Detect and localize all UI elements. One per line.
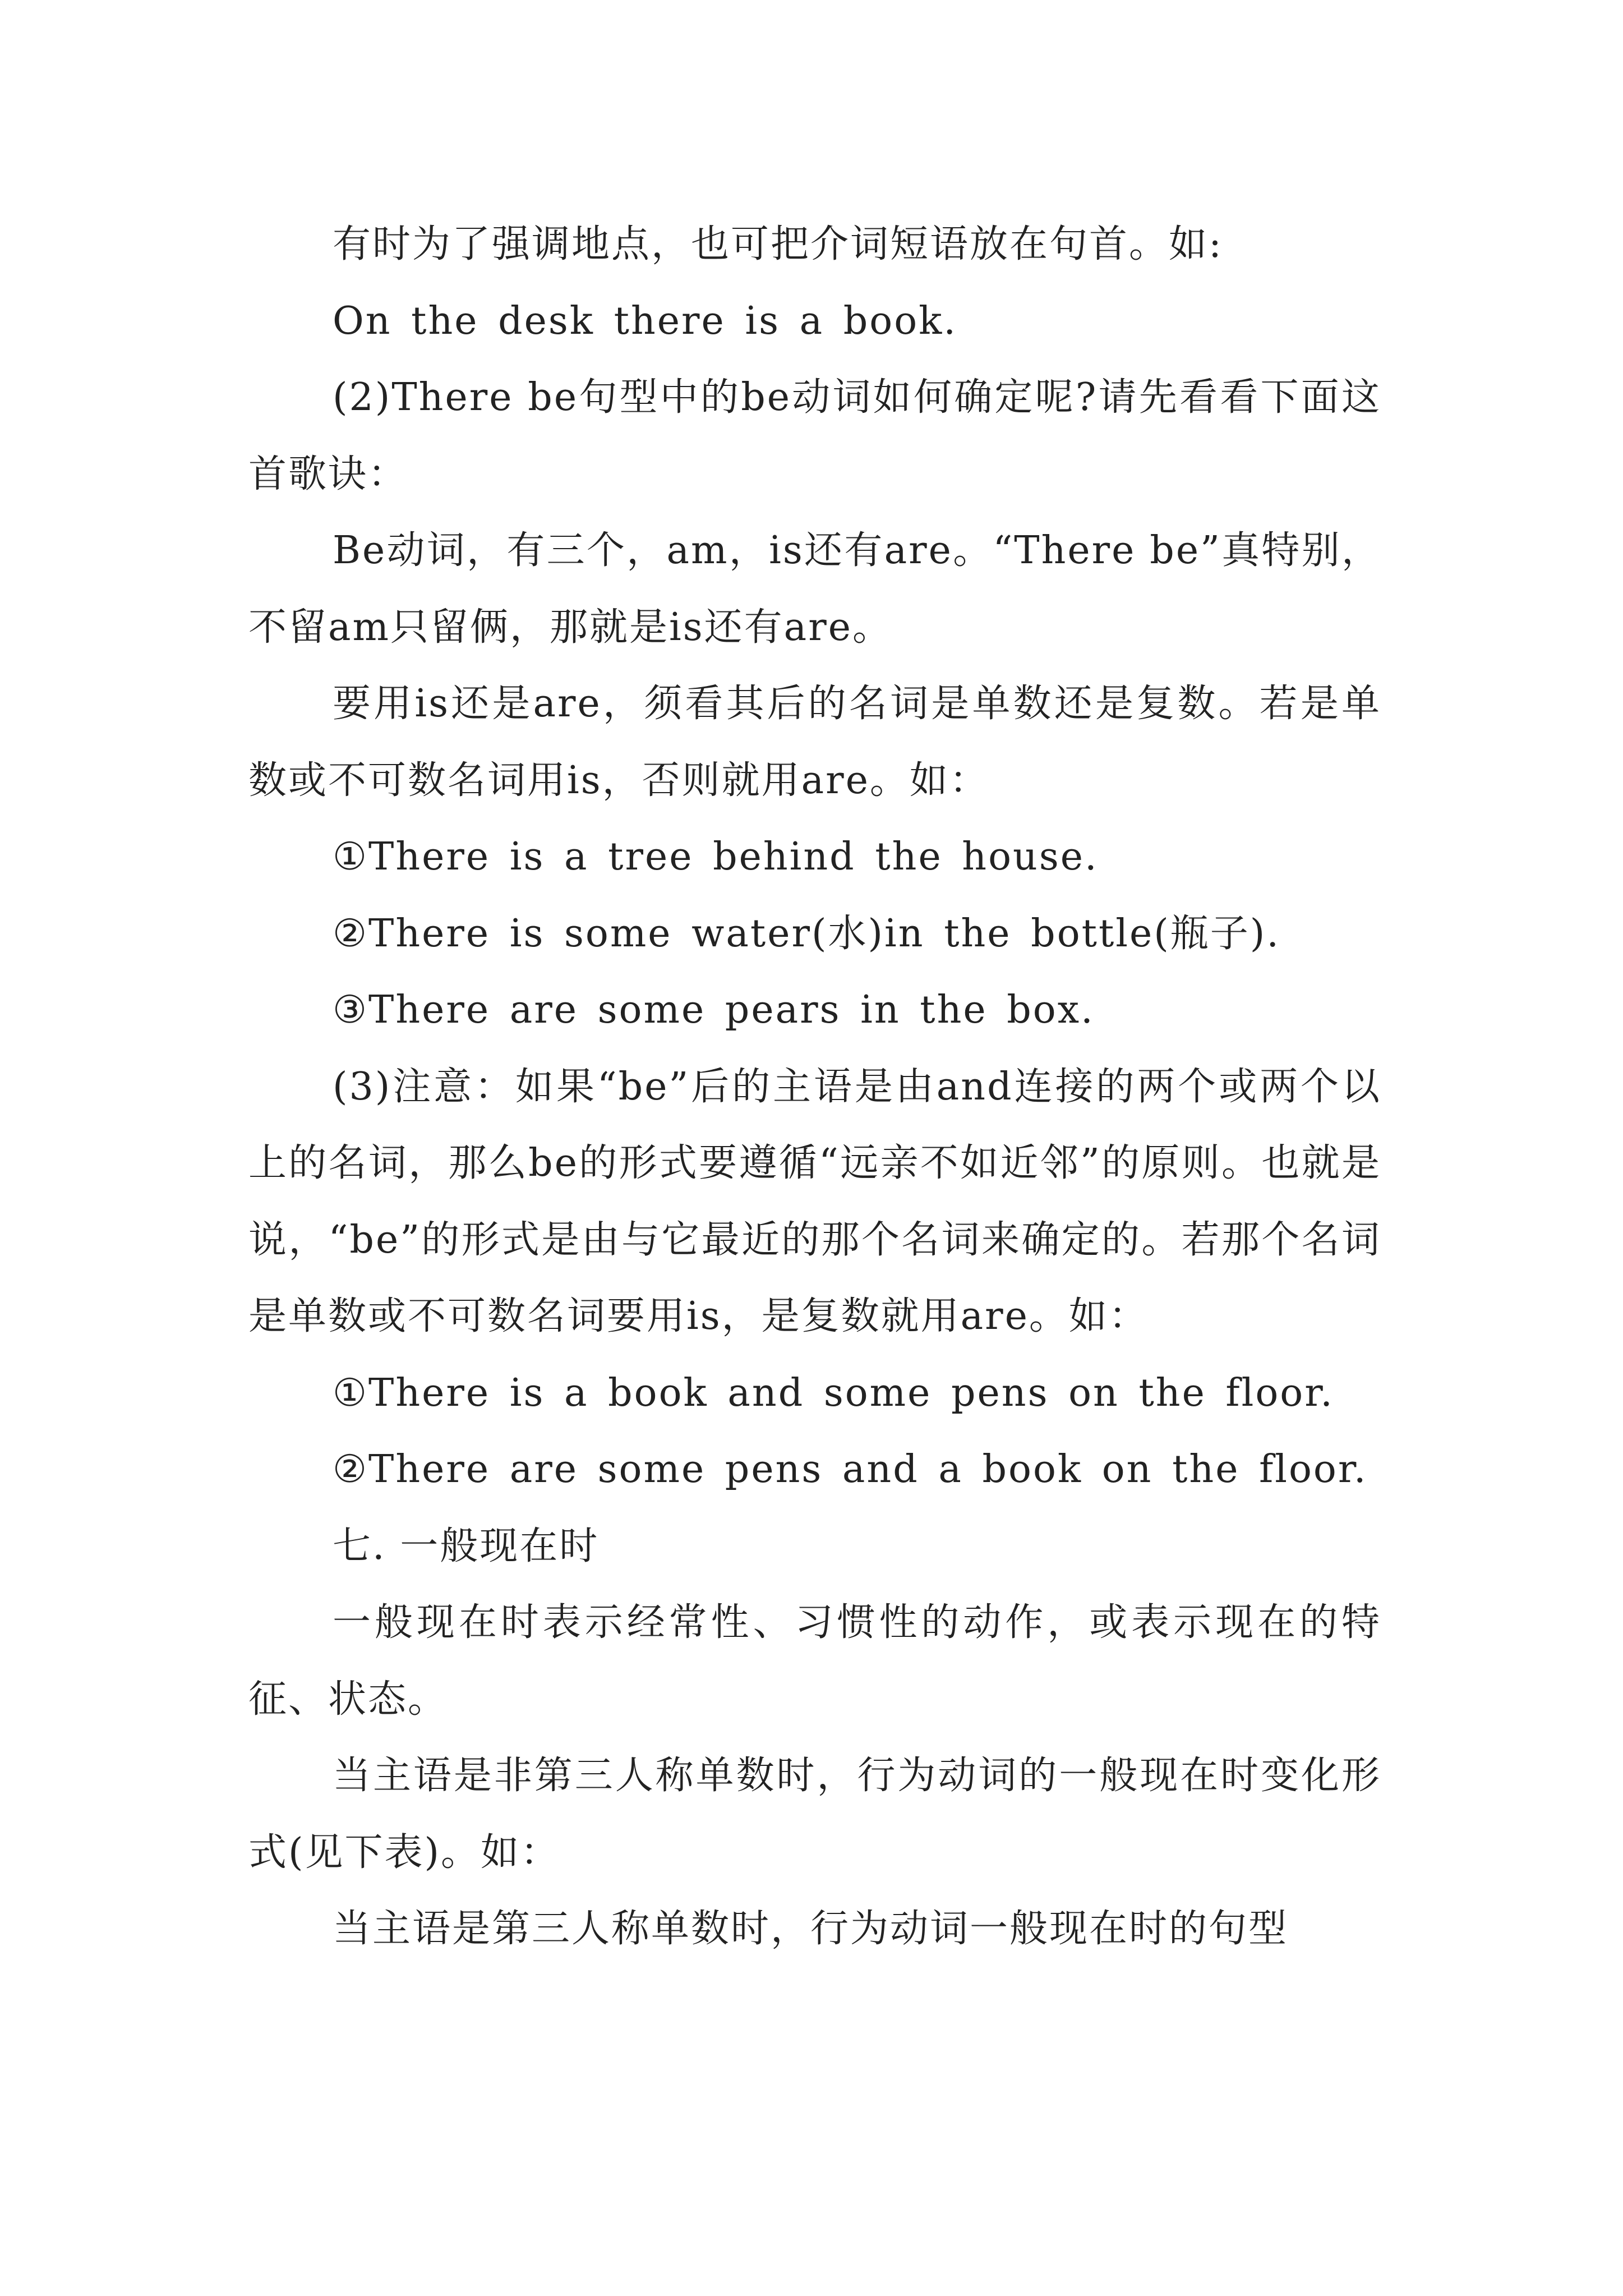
paragraph-emphasis-place: 有时为了强调地点，也可把介词短语放在句首。如: xyxy=(333,222,1223,266)
paragraph-is-or-are: 要用is还是are，须看其后的名词是单数还是复数。若是单数或不可数名词用is，否则就用are。如： xyxy=(248,682,1381,803)
example-sentence: ①There is a book and some pens on the floor. xyxy=(333,1370,1334,1415)
paragraph-non-third-person: 当主语是非第三人称单数时，行为动词的一般现在时变化形式(见下表)。如： xyxy=(248,1754,1381,1875)
example-sentence: ③There are some pears in the box. xyxy=(333,988,1095,1032)
paragraph-be-verb-question: (2)There be句型中的be动词如何确定呢?请先看看下面这首歌诀： xyxy=(248,375,1381,496)
paragraph-present-tense-definition: 一般现在时表示经常性、习惯性的动作，或表示现在的特征、状态。 xyxy=(248,1600,1381,1722)
paragraph-be-verb-rhyme: Be动词，有三个，am，is还有are。“There be”真特别，不留am只留俩，那就是is还有are。 xyxy=(248,528,1381,650)
example-sentence: ②There is some water(水)in the bottle(瓶子). xyxy=(333,911,1280,956)
paragraph-third-person: 当主语是第三人称单数时，行为动词一般现在时的句型 xyxy=(333,1907,1289,1951)
example-sentence: ①There is a tree behind the house. xyxy=(333,835,1099,879)
example-sentence: ②There are some pens and a book on the floor. xyxy=(333,1447,1368,1492)
section-heading: 七. 一般现在时 xyxy=(333,1524,600,1568)
paragraph-proximity-rule: (3)注意：如果“be”后的主语是由and连接的两个或两个以上的名词，那么be的形式要遵循“远亲不如近邻”的原则。也就是说，“be”的形式是由与它最近的那个名词来确定的。若那个名词是单数或不可数名词要用is，是复数就用are。如： xyxy=(248,1064,1381,1338)
body-text xyxy=(248,206,1381,1968)
example-sentence: On the desk there is a book. xyxy=(333,298,957,343)
